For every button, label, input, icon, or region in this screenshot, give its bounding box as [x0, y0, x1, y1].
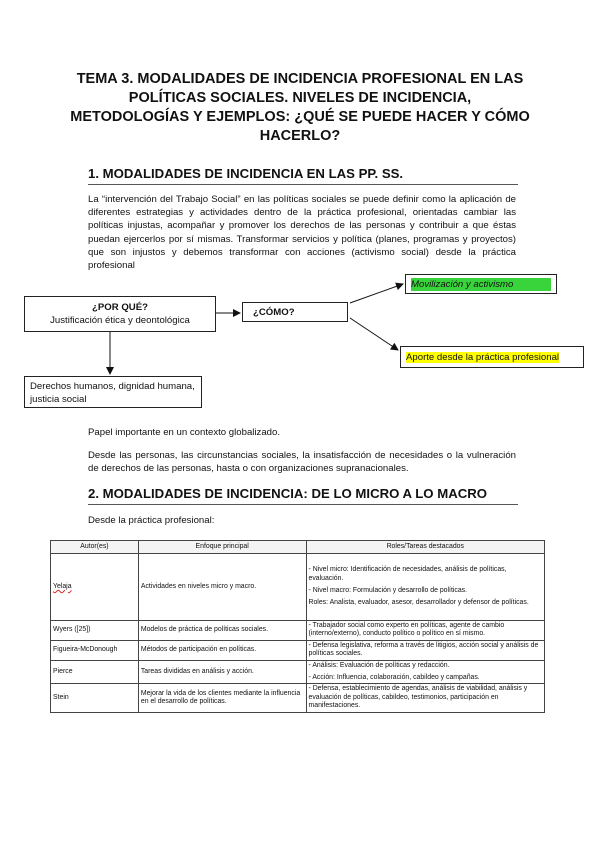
note-desde: Desde las personas, las circunstancias sociales, la insatisfacción de necesidades o la vulneración de derechos de las personas, hasta o con organizaciones supranacionales.: [88, 450, 516, 475]
focus-cell: Mejorar la vida de los clientes mediante la influencia en el desarrollo de políticas.: [138, 684, 306, 712]
derechos-box: Derechos humanos, dignidad humana, justicia social: [24, 376, 202, 408]
page-title: TEMA 3. MODALIDADES DE INCIDENCIA PROFESIONAL EN LAS POLÍTICAS SOCIALES. NIVELES DE INCIDENCIA, METODOLOGÍAS Y EJEMPLOS: ¿QUÉ SE PUEDE HACER Y CÓMO HACERLO?: [70, 71, 530, 144]
roles-cell: - Defensa legislativa, reforma a través de litigios, acción social y análisis de políticas sociales.: [306, 640, 545, 660]
movilizacion-box: [405, 274, 557, 294]
note-papel: Papel importante en un contexto globalizado.: [88, 427, 281, 438]
author-cell: Pierce: [51, 660, 139, 684]
author-cell: Wyers ([25]): [51, 621, 139, 641]
author-cell: Figueira-McDonough: [51, 640, 139, 660]
section-2-intro: Desde la práctica profesional:: [88, 515, 215, 526]
table-row: [51, 621, 545, 641]
role-line: - Análisis: Evaluación de políticas y redacción.: [308, 661, 450, 669]
table-row: [51, 684, 545, 712]
table-header-row: [51, 541, 545, 554]
roles-cell: - Defensa, establecimiento de agendas, análisis de viabilidad, análisis y evaluación de políticas, cabildeo, testimonios, participación en manifestaciones.: [306, 684, 545, 712]
movilizacion-text: Movilización y activismo: [411, 278, 551, 291]
role-line: - Nivel micro: Identificación de necesidades, análisis de políticas, evaluación.: [308, 566, 507, 582]
roles-cell: [306, 660, 545, 684]
table-row: [51, 554, 545, 621]
porque-box: [24, 296, 216, 332]
section-2-heading: 2. MODALIDADES DE INCIDENCIA: DE LO MICRO A LO MACRO: [88, 486, 518, 505]
column-header-roles: Roles/Tareas destacados: [306, 541, 545, 554]
section-1-paragraph: La “intervención del Trabajo Social” en las políticas sociales se puede definir como la aplicación de diferentes estrategias y actividades dentro de la práctica profesional, orientadas cambiar las políticas injustas, acompañar y promover los derechos de las personas y contribuir a que éstas puedan ejercerlos por sí mismas. Transformar servicios y política (planes, programas y proyectos) que son injustos y debemos transformar con acciones (activismo social) desde la práctica profesional: [88, 194, 516, 272]
aporte-text: Aporte desde la práctica profesional: [406, 352, 560, 363]
column-header-focus: Enfoque principal: [138, 541, 306, 554]
focus-cell: Tareas divididas en análisis y acción.: [138, 660, 306, 684]
roles-cell: - Trabajador social como experto en políticas, agente de cambio (interno/externo), conducto político o político en sí mismo.: [306, 621, 545, 641]
focus-cell: Actividades en niveles micro y macro.: [138, 554, 306, 621]
role-line: Roles: Analista, evaluador, asesor, desarrollador y defensor de políticas.: [308, 599, 529, 607]
aporte-box: [400, 346, 584, 368]
porque-text: Justificación ética y deontológica: [50, 315, 190, 326]
role-line: - Nivel macro: Formulación y desarrollo de políticas.: [308, 587, 468, 594]
roles-table: [50, 540, 545, 713]
role-line: - Acción: Influencia, colaboración, cabildeo y campañas.: [308, 674, 480, 682]
focus-cell: Modelos de práctica de políticas sociales.: [138, 621, 306, 641]
arrow-como-to-aporte: [350, 318, 398, 350]
author-cell: Stein: [51, 684, 139, 712]
porque-title: ¿POR QUÉ?: [92, 302, 148, 313]
author-yelaja: Yelaja: [53, 582, 72, 590]
table-row: [51, 640, 545, 660]
arrow-como-to-movilizacion: [350, 284, 403, 303]
como-box: ¿CÓMO?: [242, 302, 348, 322]
column-header-author: Autor(es): [51, 541, 139, 554]
table-row: [51, 660, 545, 684]
author-cell: [51, 554, 139, 621]
roles-cell: [306, 554, 545, 621]
focus-cell: Métodos de participación en políticas.: [138, 640, 306, 660]
section-1-heading: 1. MODALIDADES DE INCIDENCIA EN LAS PP. SS.: [88, 166, 518, 185]
